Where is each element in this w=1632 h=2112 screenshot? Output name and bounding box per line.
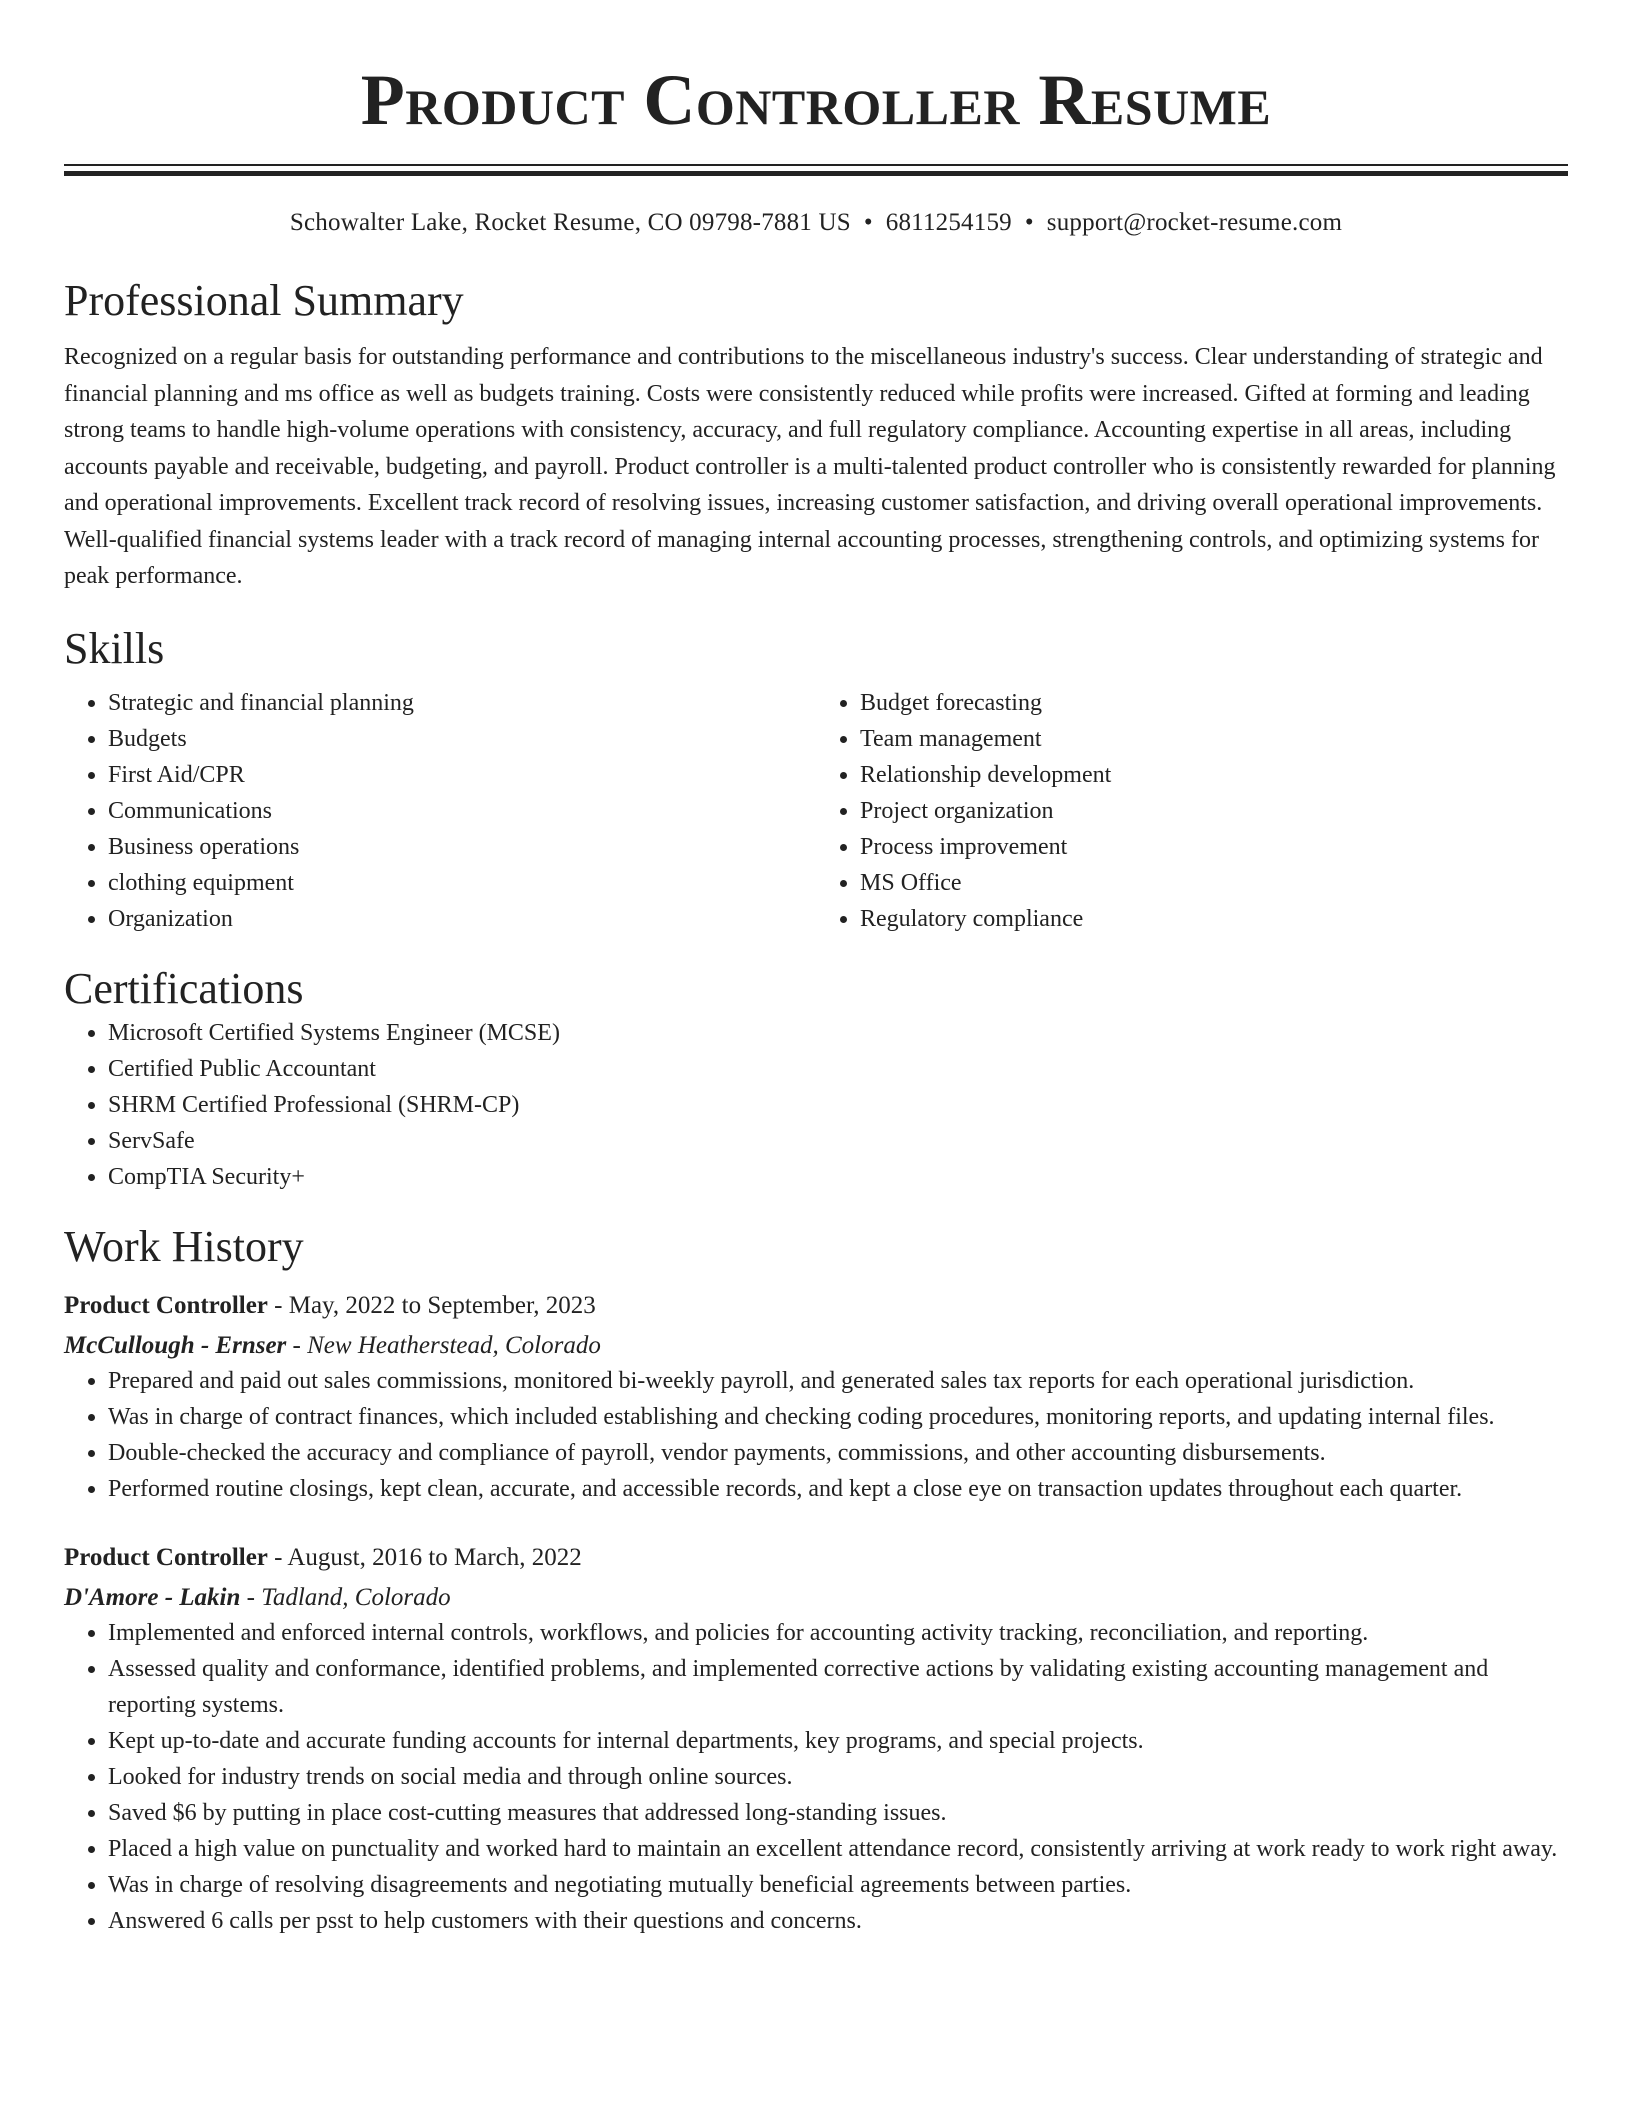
contact-phone: 6811254159 (885, 209, 1012, 236)
job-bullets (64, 1363, 1568, 1507)
skill-item: • Budgets (108, 721, 816, 757)
job-bullet: • Placed a high value on punctuality and worked hard to maintain an excellent attendance record, consistently arriving at work ready to work right away. (108, 1831, 1568, 1867)
job-entry (64, 1541, 1568, 1939)
contact-line (64, 207, 1568, 239)
job-location: - New Heatherstead, Colorado (286, 1331, 601, 1359)
certification-item: • Microsoft Certified Systems Engineer (MCSE) (108, 1015, 1568, 1051)
certification-item: • Certified Public Accountant (108, 1051, 1568, 1087)
summary-heading: Professional Summary (64, 276, 464, 325)
job-location: - Tadland, Colorado (240, 1583, 451, 1611)
skills-list-right (816, 685, 1568, 937)
job-entry (64, 1289, 1568, 1507)
job-bullet: • Was in charge of contract finances, which included establishing and checking coding procedures, monitoring reports, and updating internal files. (108, 1399, 1568, 1435)
job-bullet: • Prepared and paid out sales commissions, monitored bi-weekly payroll, and generated sales tax reports for each operational jurisdiction. (108, 1363, 1568, 1399)
work-history-heading: Work History (64, 1221, 304, 1271)
job-company: McCullough - Ernser (64, 1331, 287, 1359)
skill-item: • Budget forecasting (860, 685, 1568, 721)
job-role: Product Controller (64, 1291, 268, 1319)
skill-item: • Strategic and financial planning (108, 685, 816, 721)
skill-item: • Relationship development (860, 757, 1568, 793)
skill-item: • MS Office (860, 865, 1568, 901)
skill-item: • Organization (108, 901, 816, 937)
contact-separator: • (1024, 209, 1034, 236)
skills-heading: Skills (64, 623, 165, 673)
job-company-line (64, 1329, 1568, 1363)
contact-address: Schowalter Lake, Rocket Resume, CO 09798-7881 US (289, 209, 851, 236)
job-bullet: • Kept up-to-date and accurate funding accounts for internal departments, key programs, and special projects. (108, 1723, 1568, 1759)
job-company-line (64, 1581, 1568, 1615)
certification-item: • CompTIA Security+ (108, 1159, 1568, 1195)
certification-item: • ServSafe (108, 1123, 1568, 1159)
resume-title: Product Controller Resume (360, 60, 1272, 140)
title-rule-thick (64, 171, 1568, 176)
job-company: D'Amore - Lakin (64, 1583, 241, 1611)
job-role: Product Controller (64, 1543, 268, 1571)
skill-item: • clothing equipment (108, 865, 816, 901)
job-bullets (64, 1615, 1568, 1939)
skill-item: • Process improvement (860, 829, 1568, 865)
skill-item: • Team management (860, 721, 1568, 757)
skills-columns (64, 685, 1568, 937)
job-bullet: • Looked for industry trends on social media and through online sources. (108, 1759, 1568, 1795)
contact-separator: • (863, 209, 873, 236)
job-bullet: • Performed routine closings, kept clean, accurate, and accessible records, and kept a close eye on transaction updates throughout each quarter. (108, 1471, 1568, 1507)
summary-text: Recognized on a regular basis for outstanding performance and contributions to the miscellaneous industry's success. Clear understanding of strategic and financial planning and ms office as well as budgets training. Costs were consistently reduced while profits were increased. Gifted at forming and leading strong teams to handle high-volume operations with consistency, accuracy, and full regulatory compliance. Accounting expertise in all areas, including accounts payable and receivable, budgeting, and payroll. Product controller is a multi-talented product controller who is consistently rewarded for planning and operational improvements. Excellent track record of resolving issues, increasing customer satisfaction, and driving overall operational improvements. Well-qualified financial systems leader with a track record of managing internal accounting processes, strengthening controls, and optimizing systems for peak performance. (64, 344, 1556, 589)
job-bullet: • Answered 6 calls per psst to help customers with their questions and concerns. (108, 1903, 1568, 1939)
job-title-line (64, 1289, 1568, 1323)
certification-item: • SHRM Certified Professional (SHRM-CP) (108, 1087, 1568, 1123)
job-bullet: • Was in charge of resolving disagreements and negotiating mutually beneficial agreements between parties. (108, 1867, 1568, 1903)
contact-email: support@rocket-resume.com (1046, 209, 1343, 236)
job-dates: - August, 2016 to March, 2022 (267, 1543, 582, 1571)
job-bullet: • Saved $6 by putting in place cost-cutting measures that addressed long-standing issues. (108, 1795, 1568, 1831)
skill-item: • Business operations (108, 829, 816, 865)
job-dates: - May, 2022 to September, 2023 (267, 1291, 596, 1319)
skill-item: • Communications (108, 793, 816, 829)
job-bullet: • Implemented and enforced internal controls, workflows, and policies for accounting activity tracking, reconciliation, and reporting. (108, 1615, 1568, 1651)
job-bullet: • Assessed quality and conformance, identified problems, and implemented corrective actions by validating existing accounting management and reporting systems. (108, 1651, 1568, 1723)
title-rule-thin (64, 164, 1568, 166)
certifications-list (64, 1015, 1568, 1195)
certifications-heading: Certifications (64, 963, 304, 1013)
skills-list-left (64, 685, 816, 937)
job-title-line (64, 1541, 1568, 1575)
skill-item: • First Aid/CPR (108, 757, 816, 793)
job-bullet: • Double-checked the accuracy and compliance of payroll, vendor payments, commissions, and other accounting disbursements. (108, 1435, 1568, 1471)
skill-item: • Project organization (860, 793, 1568, 829)
skill-item: • Regulatory compliance (860, 901, 1568, 937)
